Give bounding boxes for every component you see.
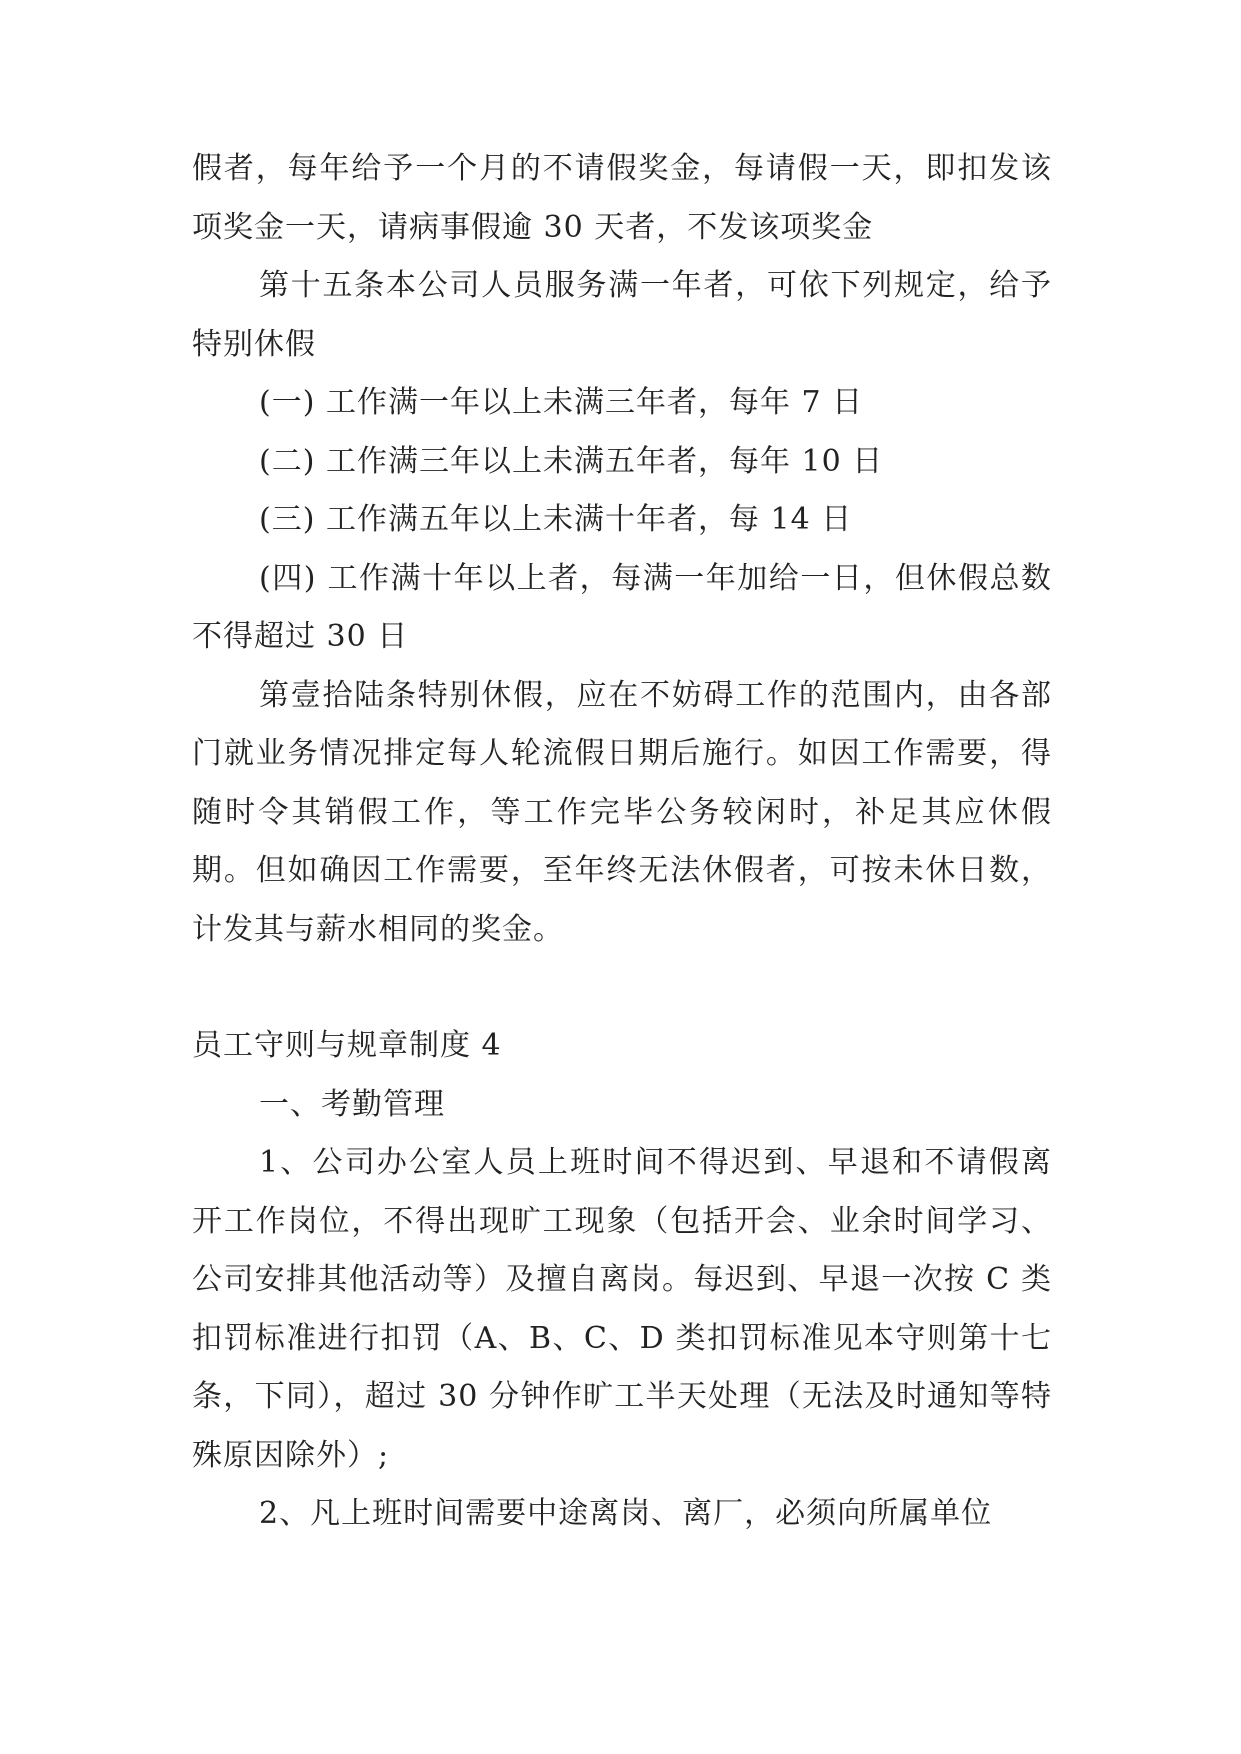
paragraph-rule-2: 2、凡上班时间需要中途离岗、离厂，必须向所属单位 (259, 1496, 993, 1531)
document-body (192, 140, 1052, 1544)
list-item-leave-3: (三) 工作满五年以上未满十年者，每 14 日 (259, 502, 853, 537)
paragraph-article-16: 第壹拾陆条特别休假，应在不妨碍工作的范围内，由各部门就业务情况排定每人轮流假日期后施行。如因工作需要，得随时令其销假工作，等工作完毕公务较闲时，补足其应休假期。但如确因工作需要，至年终无法休假者，可按未休日数，计发其与薪水相同的奖金。 (192, 677, 1052, 947)
list-item-leave-1: (一) 工作满一年以上未满三年者，每年 7 日 (259, 385, 864, 420)
list-item-leave-4: (四) 工作满十年以上者，每满一年加给一日，但休假总数不得超过 30 日 (192, 560, 1052, 654)
section-title: 员工守则与规章制度 4 (192, 1028, 502, 1063)
paragraph-rule-1: 1、公司办公室人员上班时间不得迟到、早退和不请假离开工作岗位，不得出现旷工现象（包括开会、业余时间学习、公司安排其他活动等）及擅自离岗。每迟到、早退一次按 C 类扣罚标准进行扣罚（A、B、C、D 类扣罚标准见本守则第十七条，下同），超过 30 分钟作旷工半天处理（无法及时通知等特殊原因除外）; (192, 1145, 1052, 1473)
paragraph-bonus-continuation: 假者，每年给予一个月的不请假奖金，每请假一天，即扣发该项奖金一天，请病事假逾 30 天者，不发该项奖金 (192, 151, 1052, 245)
subsection-heading: 一、考勤管理 (259, 1086, 445, 1122)
paragraph-article-15: 第十五条本公司人员服务满一年者，可依下列规定，给予特别休假 (192, 268, 1052, 362)
section-gap (192, 959, 1052, 1017)
list-item-leave-2: (二) 工作满三年以上未满五年者，每年 10 日 (259, 443, 884, 479)
